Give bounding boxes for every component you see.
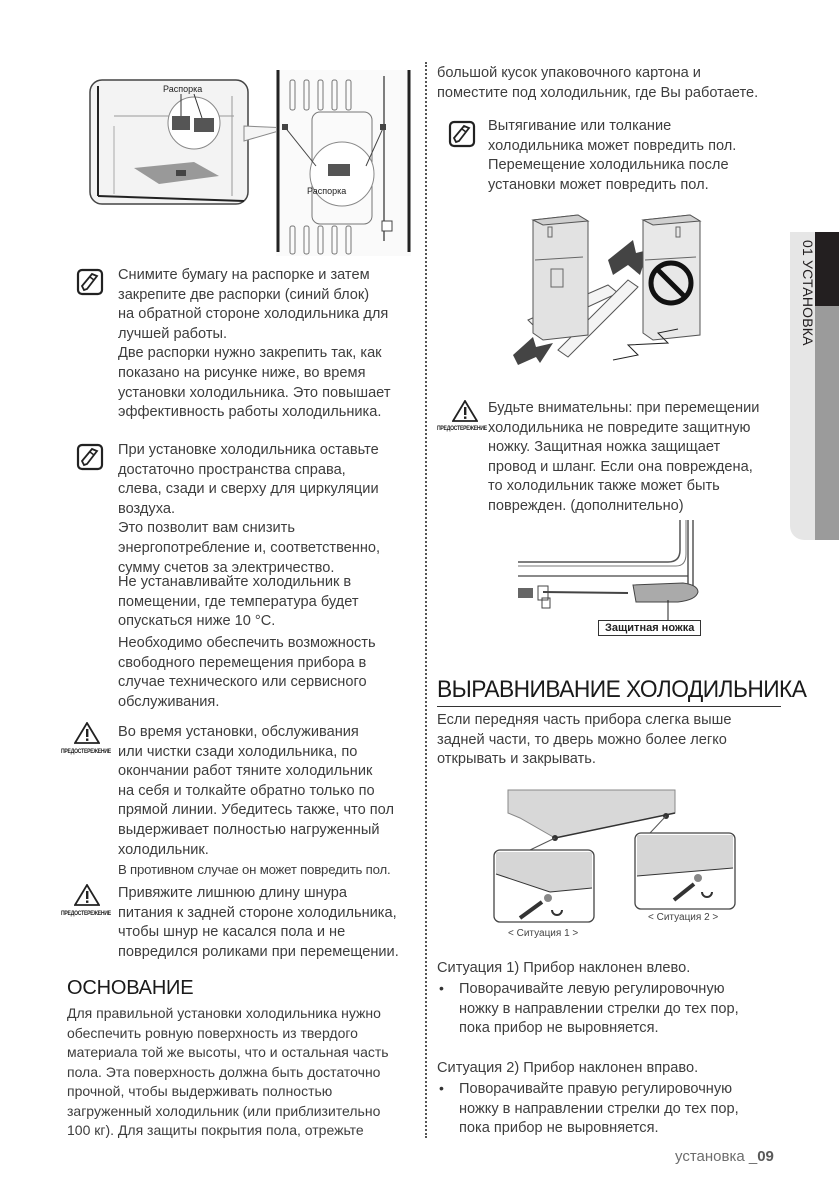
figure-leveling — [490, 788, 740, 928]
situation1-text: Поворачивайте левую регулировочную ножку в направлении стрелки до тех пор, пока прибор не выровняется. — [459, 981, 739, 1037]
protective-leg-caption: Защитная ножка — [598, 620, 701, 636]
side-tab-marker — [815, 232, 839, 306]
figure-spacer-illustration — [84, 66, 414, 256]
heading-underline — [437, 706, 781, 707]
bullet: • — [439, 980, 444, 996]
section-heading-base: ОСНОВАНИЕ — [67, 977, 194, 999]
section-base-text: Для правильной установки холодильника нужно обеспечить ровную поверхность из твердого материала той же высоты, что и остальная часть пола. Эта поверхность должна быть достаточно прочной, чтобы выдерживать полностью загруженный холодильник (или приблизительно 100 кг). Для защиты покрытия пола, отрежьте — [67, 1005, 389, 1138]
note1-text: Снимите бумагу на распорке и затем закрепите две распорки (синий блок) на обратной стороне холодильника для лучшей работы. Две распорки нужно закрепить так, как показано на рисунке ниже, во время установки холодильника. Это повышает эффективность работы холодильника. — [118, 267, 391, 421]
situation2-text: Поворачивайте правую регулировочную ножку в направлении стрелки до тех пор, пока прибор не выровняется. — [459, 1081, 739, 1137]
note2-text: При установке холодильника оставьте достаточно пространства справа, слева, сзади и сверху для циркуляции воздуха. Это позволит вам снизить энергопотребление и, соответственно, сумму счетов за электричество. — [118, 442, 381, 576]
situation2-caption: < Ситуация 2 > — [648, 912, 719, 923]
spacer-label-top: Распорка — [163, 84, 203, 94]
warning-label: ПРЕДОСТЕРЕЖЕНИЕ — [61, 748, 111, 755]
situation1-title: Ситуация 1) Прибор наклонен влево. — [437, 960, 691, 976]
base-continuation-text: большой кусок упаковочного картона и поместите под холодильник, где Вы работаете. — [437, 65, 759, 101]
note-pencil-icon — [76, 268, 104, 296]
column-divider — [425, 62, 427, 1138]
warning3-text: Будьте внимательны: при перемещении холодильника не повредите защитную ножку. Защитная ножка защищает провод и шланг. Если она повреждена, то холодильник также может быть поврежден. (дополнительно) — [488, 400, 760, 514]
note2-para-service: Необходимо обеспечить возможность свободного перемещения прибора в случае технического или сервисного обслуживания. — [118, 635, 376, 710]
warning1-text: Во время установки, обслуживания или чистки сзади холодильника, по окончании работ тяните холодильник на себя и толкайте обратно только по прямой линии. Убедитесь также, что пол выдерживает полностью нагруженный холодильник. В противном случае он может повредить пол. — [118, 724, 394, 878]
note3-text: Вытягивание или толкание холодильника может повредить пол. Перемещение холодильника после установки может повредить пол. — [488, 118, 737, 193]
side-tab-label: 01 УСТАНОВКА — [800, 240, 816, 346]
page-number: 09 — [757, 1148, 774, 1165]
warning-label: ПРЕДОСТЕРЕЖЕНИЕ — [61, 910, 111, 917]
warning-label: ПРЕДОСТЕРЕЖЕНИЕ — [437, 425, 487, 432]
figure-moving-fridge — [508, 205, 718, 365]
footer-section: установка _ — [675, 1148, 758, 1165]
side-tab-bar — [815, 306, 839, 540]
section-level-text: Если передняя часть прибора слегка выше задней части, то дверь можно более легко открывать и закрывать. — [437, 712, 732, 768]
page-footer — [675, 1148, 774, 1165]
note-pencil-icon — [76, 443, 104, 471]
note2-para-temperature: Не устанавливайте холодильник в помещении, где температура будет опускаться ниже 10 °C. — [118, 574, 359, 630]
spacer-label-bottom: Распорка — [307, 186, 347, 196]
situation1-caption: < Ситуация 1 > — [508, 928, 579, 939]
warning2-text: Привяжите лишнюю длину шнура питания к задней стороне холодильника, чтобы шнур не касался пола и не повредился роликами при перемещении. — [118, 885, 399, 960]
figure-protective-leg — [508, 520, 718, 620]
bullet: • — [439, 1080, 444, 1096]
situation2-title: Ситуация 2) Прибор наклонен вправо. — [437, 1060, 699, 1076]
note-pencil-icon — [448, 120, 476, 148]
section-heading-leveling: ВЫРАВНИВАНИЕ ХОЛОДИЛЬНИКА — [437, 676, 807, 703]
